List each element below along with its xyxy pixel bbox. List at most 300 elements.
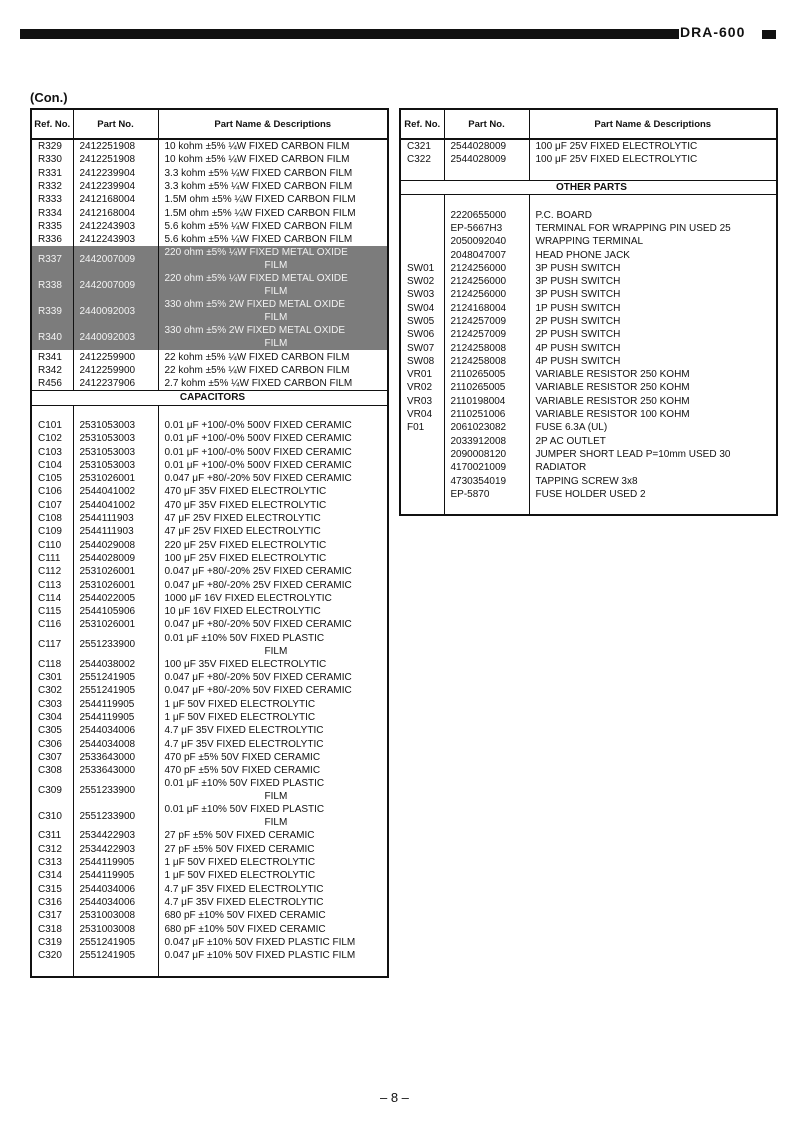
col-part-header: Part No. [73,109,158,139]
spacer-row [400,501,777,515]
table-row [400,328,777,341]
part-number-cell: 2412243903 [73,233,158,246]
description-cell: 3.3 kohm ±5% ¼W FIXED CARBON FILM [158,167,388,180]
description-cell: 27 pF ±5% 50V FIXED CERAMIC [158,843,388,856]
ref-cell [400,488,444,501]
ref-cell: R341 [38,351,62,363]
part-number-cell: 2531026001 [73,618,158,631]
table-row [400,395,777,408]
table-row [31,233,388,246]
part-number-cell: 2544034006 [73,882,158,895]
description-cell: VARIABLE RESISTOR 250 KOHM [529,381,777,394]
ref-cell: C308 [38,765,62,777]
ref-cell: C321 [407,141,431,153]
part-number-cell: 2412251908 [73,153,158,166]
part-number-cell: 2544029008 [73,539,158,552]
ref-cell: C310 [38,810,62,822]
part-number-cell: 2124257009 [444,328,529,341]
part-number-cell: 2551241905 [73,671,158,684]
description-cell: 0.01 μF +100/-0% 500V FIXED CERAMIC [158,432,388,445]
table-row [31,350,388,363]
part-number-cell: 2551233900 [73,803,158,829]
description-cell [158,632,388,658]
spacer-cell [158,405,388,419]
other-parts-section [400,180,777,194]
description-cell: 1 μF 50V FIXED ELECTROLYTIC [158,869,388,882]
ref-cell: SW08 [407,355,435,367]
ref-cell: VR03 [407,395,433,407]
description-line: 330 ohm ±5% 2W FIXED METAL OXIDE [164,325,346,337]
part-number-cell: 2533643000 [73,764,158,777]
table-row [31,167,388,180]
description-continuation: FILM [264,286,288,298]
table-row [31,724,388,737]
table-row [31,565,388,578]
description-cell: 0.047 μF +80/-20% 25V FIXED CERAMIC [158,565,388,578]
table-row [400,448,777,461]
table-row [400,288,777,301]
ref-cell: R340 [31,324,73,350]
ref-cell: C113 [38,579,62,591]
ref-cell: SW05 [407,316,435,327]
description-cell [158,324,388,350]
ref-cell: R332 [38,181,62,193]
part-number-cell: 2551233900 [73,777,158,803]
description-cell: 2P AC OUTLET [529,435,777,448]
table-row [31,777,388,803]
ref-cell: VR04 [407,409,433,421]
description-cell: WRAPPING TERMINAL [529,235,777,248]
description-cell: 470 pF ±5% 50V FIXED CERAMIC [158,764,388,777]
description-cell: 1 μF 50V FIXED ELECTROLYTIC [158,711,388,724]
ref-cell: C303 [38,698,62,710]
description-cell: 2P PUSH SWITCH [529,328,777,341]
part-number-cell: 2033912008 [444,435,529,448]
description-cell: 0.047 μF ±10% 50V FIXED PLASTIC FILM [158,936,388,949]
table-row [31,949,388,962]
table-row [400,315,777,328]
table-row [31,764,388,777]
ref-cell: SW06 [407,329,435,341]
table-row [31,632,388,658]
part-number-cell: 2124258008 [444,355,529,368]
description-cell: 3P PUSH SWITCH [529,275,777,288]
description-cell: 1000 μF 16V FIXED ELECTROLYTIC [158,592,388,605]
ref-cell [400,474,444,487]
table-row [400,421,777,434]
description-continuation: FILM [264,338,288,350]
ref-cell: R337 [31,246,73,272]
col-ref-header: Ref. No. [400,109,444,139]
left-parts-table [30,108,389,978]
table-row [31,829,388,842]
table-row [31,324,388,350]
description-cell [158,298,388,324]
table-row [400,488,777,501]
description-cell: VARIABLE RESISTOR 250 KOHM [529,395,777,408]
ref-cell: C107 [38,499,62,511]
description-line: 0.01 μF ±10% 50V FIXED PLASTIC [164,804,325,816]
description-cell: TERMINAL FOR WRAPPING PIN USED 25 [529,222,777,235]
part-number-cell: 2412239904 [73,180,158,193]
table-row [31,193,388,206]
description-cell: 4.7 μF 35V FIXED ELECTROLYTIC [158,896,388,909]
part-number-cell: 2124258008 [444,341,529,354]
part-number-cell: 2551241905 [73,936,158,949]
description-cell: 1.5M ohm ±5% ¼W FIXED CARBON FILM [158,193,388,206]
description-cell: 0.047 μF +80/-20% 50V FIXED CERAMIC [158,618,388,631]
part-number-cell: 2534422903 [73,829,158,842]
part-number-cell: 2412237906 [73,377,158,391]
ref-cell: C316 [38,896,62,908]
description-cell: 470 μF 35V FIXED ELECTROLYTIC [158,485,388,498]
spacer-cell [444,195,529,209]
ref-cell: R330 [38,154,62,166]
spacer-cell [73,962,158,976]
description-line: 220 ohm ±5% ¼W FIXED METAL OXIDE [164,247,348,259]
part-number-cell: 2544041002 [73,485,158,498]
part-number-cell: 2061023082 [444,421,529,434]
table-row [31,539,388,552]
ref-cell: R335 [38,220,62,232]
table-row [400,474,777,487]
part-number-cell: 2544119905 [73,711,158,724]
part-number-cell: 2110198004 [444,395,529,408]
table-row [31,485,388,498]
table-row [31,922,388,935]
spacer-cell [158,962,388,976]
table-row [400,355,777,368]
table-row [400,248,777,261]
description-cell: P.C. BOARD [529,208,777,221]
description-cell: 10 μF 16V FIXED ELECTROLYTIC [158,605,388,618]
part-number-cell: 2544034006 [73,724,158,737]
description-cell: 5.6 kohm ±5% ¼W FIXED CARBON FILM [158,233,388,246]
spacer-cell [444,167,529,181]
description-continuation: FILM [264,260,288,272]
description-cell: 5.6 kohm ±5% ¼W FIXED CARBON FILM [158,220,388,233]
description-cell: 1P PUSH SWITCH [529,302,777,315]
ref-cell: C116 [38,619,62,631]
ref-cell: C117 [38,639,62,651]
description-cell: 100 μF 25V FIXED ELECTROLYTIC [529,153,777,166]
ref-cell: C318 [38,923,62,935]
spacer-row [400,195,777,209]
description-continuation: FILM [264,791,288,803]
ref-cell: C319 [38,936,62,948]
description-cell: 4.7 μF 35V FIXED ELECTROLYTIC [158,737,388,750]
table-row [400,461,777,474]
table-row [400,408,777,421]
description-cell: 47 μF 25V FIXED ELECTROLYTIC [158,512,388,525]
table-row [31,206,388,219]
table-row [31,377,388,391]
description-cell [158,803,388,829]
table-row [31,658,388,671]
part-number-cell: 2551233900 [73,632,158,658]
table-row [400,435,777,448]
ref-cell: C106 [38,486,62,498]
part-number-cell: 2531053003 [73,459,158,472]
ref-cell: C320 [38,950,62,962]
ref-cell: C306 [38,738,62,750]
table-row [400,153,777,166]
ref-cell [400,435,444,448]
table-row [31,364,388,377]
description-cell: 0.047 μF ±10% 50V FIXED PLASTIC FILM [158,949,388,962]
ref-cell: C118 [38,658,62,670]
description-cell: 2.7 kohm ±5% ¼W FIXED CARBON FILM [158,377,388,391]
description-cell: 4.7 μF 35V FIXED ELECTROLYTIC [158,882,388,895]
ref-cell: C304 [38,711,62,723]
part-number-cell: 2531026001 [73,578,158,591]
part-number-cell: 4730354019 [444,474,529,487]
table-row [31,803,388,829]
table-row [31,684,388,697]
description-cell: 1 μF 50V FIXED ELECTROLYTIC [158,856,388,869]
part-number-cell: 2412259900 [73,364,158,377]
part-number-cell: 2544028009 [73,552,158,565]
col-ref-header: Ref. No. [31,109,73,139]
description-cell: 1.5M ohm ±5% ¼W FIXED CARBON FILM [158,206,388,219]
description-continuation: FILM [264,645,288,657]
part-number-cell: 2544028009 [444,153,529,166]
description-cell: 27 pF ±5% 50V FIXED CERAMIC [158,829,388,842]
table-row [31,153,388,166]
description-cell: 680 pF ±10% 50V FIXED CERAMIC [158,909,388,922]
ref-cell: SW02 [407,276,435,288]
part-number-cell: 2412168004 [73,193,158,206]
description-line: 0.01 μF ±10% 50V FIXED PLASTIC [164,778,325,790]
part-number-cell: 2544111903 [73,525,158,538]
spacer-cell [400,501,444,515]
part-number-cell: 2412239904 [73,167,158,180]
description-cell: FUSE HOLDER USED 2 [529,488,777,501]
part-number-cell: 4170021009 [444,461,529,474]
ref-cell: C114 [38,592,62,604]
ref-cell: R339 [31,298,73,324]
spacer-cell [444,501,529,515]
description-continuation: FILM [264,312,288,324]
ref-cell: F01 [407,422,425,434]
description-cell [158,777,388,803]
description-cell: VARIABLE RESISTOR 250 KOHM [529,368,777,381]
right-parts-table [399,108,778,516]
description-cell: 0.047 μF +80/-20% 50V FIXED CERAMIC [158,671,388,684]
description-cell [158,246,388,272]
description-cell: 3P PUSH SWITCH [529,262,777,275]
spacer-cell [400,195,444,209]
table-row [400,222,777,235]
part-number-cell: 2531003008 [73,909,158,922]
part-number-cell: 2534422903 [73,843,158,856]
part-number-cell: 2124168004 [444,302,529,315]
description-cell: 100 μF 35V FIXED ELECTROLYTIC [158,658,388,671]
part-number-cell: 2531026001 [73,565,158,578]
table-row [31,909,388,922]
part-number-cell: 2440092003 [73,298,158,324]
part-number-cell: 2124256000 [444,288,529,301]
ref-cell: C302 [38,685,62,697]
part-number-cell: 2124256000 [444,262,529,275]
description-cell: 10 kohm ±5% ¼W FIXED CARBON FILM [158,139,388,153]
ref-cell: C313 [38,857,62,869]
table-row [400,235,777,248]
part-number-cell: 2412259900 [73,350,158,363]
ref-cell [400,235,444,248]
ref-cell [400,248,444,261]
part-number-cell: EP-5870 [444,488,529,501]
description-continuation: FILM [264,817,288,829]
spacer-cell [31,962,73,976]
part-number-cell: 2533643000 [73,751,158,764]
ref-cell: C102 [38,433,62,445]
table-row [31,180,388,193]
other-parts-section-label: OTHER PARTS [400,180,777,194]
part-number-cell: 2531026001 [73,472,158,485]
table-row [31,499,388,512]
table-row [31,459,388,472]
table-row [31,751,388,764]
table-row [31,592,388,605]
description-cell: 0.01 μF +100/-0% 500V FIXED CERAMIC [158,445,388,458]
description-cell: 10 kohm ±5% ¼W FIXED CARBON FILM [158,153,388,166]
description-cell: 0.047 μF +80/-20% 50V FIXED CERAMIC [158,684,388,697]
ref-cell [400,222,444,235]
description-cell: 3P PUSH SWITCH [529,288,777,301]
table-row [31,671,388,684]
ref-cell: R456 [38,378,62,390]
ref-cell: SW04 [407,302,435,314]
description-cell [158,272,388,298]
table-row [400,302,777,315]
spacer-cell [529,501,777,515]
description-cell: 100 μF 25V FIXED ELECTROLYTIC [529,139,777,153]
description-cell: 0.047 μF +80/-20% 50V FIXED CERAMIC [158,472,388,485]
table-row [31,525,388,538]
table-row [31,843,388,856]
part-number-cell: 2544034008 [73,737,158,750]
ref-cell: C112 [38,566,62,578]
table-row [31,220,388,233]
table-row [31,246,388,272]
table-row [31,737,388,750]
spacer-cell [529,195,777,209]
ref-cell: R336 [38,234,62,246]
part-number-cell: 2442007009 [73,246,158,272]
table-row [31,936,388,949]
part-number-cell: 2442007009 [73,272,158,298]
description-cell: 100 μF 25V FIXED ELECTROLYTIC [158,552,388,565]
ref-cell: C311 [38,830,62,842]
ref-cell: C103 [38,446,62,458]
ref-cell: C101 [38,420,62,431]
ref-cell: C108 [38,513,62,525]
page-number: – 8 – [380,1090,409,1105]
part-number-cell: 2544119905 [73,869,158,882]
table-row [400,275,777,288]
description-line: 0.01 μF ±10% 50V FIXED PLASTIC [164,632,325,644]
part-number-cell: 2544119905 [73,698,158,711]
ref-cell: C109 [38,526,62,538]
table-row [31,512,388,525]
ref-cell: VR01 [407,369,433,381]
ref-cell: C307 [38,751,62,763]
description-cell: RADIATOR [529,461,777,474]
description-cell: 470 pF ±5% 50V FIXED CERAMIC [158,751,388,764]
section-title: (Con.) [30,90,68,105]
part-number-cell: 2544119905 [73,856,158,869]
ref-cell [400,461,444,474]
header-rule [20,29,679,39]
ref-cell: C315 [38,883,62,895]
part-number-cell: 2544034006 [73,896,158,909]
description-cell: 22 kohm ±5% ¼W FIXED CARBON FILM [158,350,388,363]
description-cell: VARIABLE RESISTOR 100 KOHM [529,408,777,421]
ref-cell: R333 [38,194,62,206]
ref-cell: C322 [407,154,431,166]
spacer-cell [400,167,444,181]
ref-cell: C301 [38,672,62,684]
spacer-row [31,405,388,419]
table-row [400,139,777,153]
part-number-cell: 2544105906 [73,605,158,618]
part-number-cell: 2531053003 [73,419,158,432]
ref-cell: C312 [38,843,62,855]
description-cell: 220 μF 25V FIXED ELECTROLYTIC [158,539,388,552]
header-end-block [762,30,776,39]
part-number-cell: 2412243903 [73,220,158,233]
description-cell: 0.01 μF +100/-0% 500V FIXED CERAMIC [158,459,388,472]
part-number-cell: 2440092003 [73,324,158,350]
ref-cell: VR02 [407,382,433,394]
table-row [31,856,388,869]
part-number-cell: 2412168004 [73,206,158,219]
part-number-cell: 2531053003 [73,445,158,458]
part-number-cell: 2544028009 [444,139,529,153]
model-title: DRA-600 [680,24,746,40]
col-desc-header: Part Name & Descriptions [529,109,777,139]
spacer-cell [529,167,777,181]
ref-cell: C111 [38,552,61,564]
description-cell: HEAD PHONE JACK [529,248,777,261]
spacer-row [31,962,388,976]
description-cell: 3.3 kohm ±5% ¼W FIXED CARBON FILM [158,180,388,193]
part-number-cell: 2544022005 [73,592,158,605]
table-row [31,272,388,298]
part-number-cell: 2124256000 [444,275,529,288]
table-row [31,896,388,909]
part-number-cell: 2090008120 [444,448,529,461]
description-cell: FUSE 6.3A (UL) [529,421,777,434]
description-cell: TAPPING SCREW 3x8 [529,474,777,487]
ref-cell: C309 [38,784,62,796]
description-cell: 470 μF 35V FIXED ELECTROLYTIC [158,499,388,512]
part-number-cell: 2544041002 [73,499,158,512]
table-row [400,208,777,221]
description-cell: JUMPER SHORT LEAD P=10mm USED 30 [529,448,777,461]
part-number-cell: 2124257009 [444,315,529,328]
description-cell: 4P PUSH SWITCH [529,355,777,368]
part-number-cell: 2544111903 [73,512,158,525]
capacitors-section [31,391,388,405]
part-number-cell: EP-5667H3 [444,222,529,235]
ref-cell: SW03 [407,289,435,301]
ref-cell [400,448,444,461]
description-cell: 4.7 μF 35V FIXED ELECTROLYTIC [158,724,388,737]
part-number-cell: 2110251006 [444,408,529,421]
part-number-cell: 2544038002 [73,658,158,671]
